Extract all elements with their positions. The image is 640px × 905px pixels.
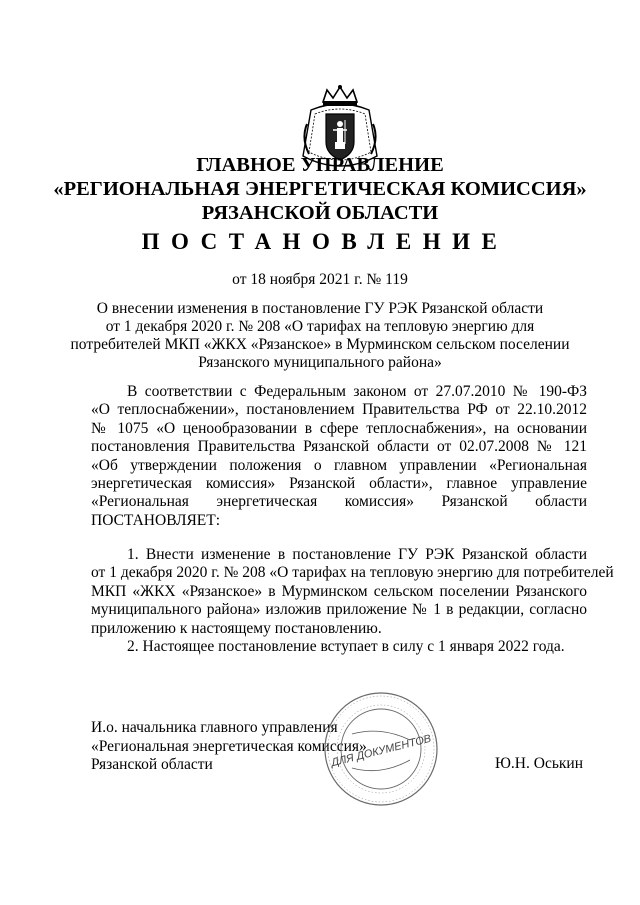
- document-type-title: ПОСТАНОВЛЕНИЕ: [141, 229, 509, 254]
- signatory-title-line: «Региональная энергетическая комиссия»: [91, 737, 367, 755]
- preamble-line: «Региональная энергетическая комиссия» Рязанской области: [91, 493, 587, 511]
- item-line: муниципального района» изложив приложение № 1 в редакции, согласно: [91, 601, 587, 619]
- stamp-center-text: ДЛЯ ДОКУМЕНТОВ: [330, 732, 433, 770]
- issuing-authority: [0, 153, 640, 225]
- resolution-items: [91, 546, 614, 656]
- preamble-line: «Об утверждении положения о главном управлении «Региональная: [91, 456, 587, 474]
- subject-line: от 1 декабря 2020 г. № 208 «О тарифах на тепловую энергию для: [105, 318, 535, 335]
- preamble-line: В соответствии с Федеральным законом от 27.07.2010 № 190-ФЗ: [127, 383, 587, 400]
- preamble-line: № 1075 «О ценообразовании в сфере теплоснабжения», на основании: [91, 419, 587, 437]
- subject-line: О внесении изменения в постановление ГУ РЭК Рязанской области: [96, 300, 544, 317]
- signer-name: Ю.Н. Оськин: [495, 755, 584, 772]
- preamble-line: «О теплоснабжении», постановлением Правительства РФ от 22.10.2012: [91, 401, 587, 419]
- signatory-title-line: И.о. начальника главного управления: [91, 719, 338, 736]
- subject-line: потребителей МКП «ЖКХ «Рязанское» в Мурминском сельском поселении: [70, 336, 570, 353]
- item-line: 1. Внести изменение в постановление ГУ РЭК Рязанской области: [127, 546, 587, 563]
- subject-line: Рязанского муниципального района»: [198, 354, 442, 371]
- document-date-number: от 18 ноября 2021 г. № 119: [232, 271, 408, 288]
- signatory-title-line: Рязанской области: [91, 756, 213, 773]
- authority-line: РЯЗАНСКОЙ ОБЛАСТИ: [201, 202, 439, 224]
- preamble-line: ПОСТАНОВЛЯЕТ:: [91, 511, 221, 529]
- authority-line: «РЕГИОНАЛЬНАЯ ЭНЕРГЕТИЧЕСКАЯ КОМИССИЯ»: [53, 178, 587, 200]
- preamble-line: постановления Правительства Рязанской области от 02.07.2008 № 121: [91, 438, 587, 456]
- document-subject: [0, 300, 640, 372]
- preamble-line: энергетическая комиссия» Рязанской области», главное управление: [91, 474, 587, 492]
- item-line: от 1 декабря 2020 г. № 208 «О тарифах на тепловую энергию для потребителей: [91, 564, 614, 582]
- authority-line: ГЛАВНОЕ УПРАВЛЕНИЕ: [196, 154, 444, 176]
- preamble-paragraph: [91, 383, 587, 530]
- item-line: МКП «ЖКХ «Рязанское» в Мурминском сельском поселении Рязанского: [91, 582, 587, 600]
- official-stamp: [322, 690, 440, 808]
- item-line: приложению к настоящему постановлению.: [91, 619, 382, 637]
- item-line: 2. Настоящее постановление вступает в силу с 1 января 2022 года.: [127, 637, 565, 655]
